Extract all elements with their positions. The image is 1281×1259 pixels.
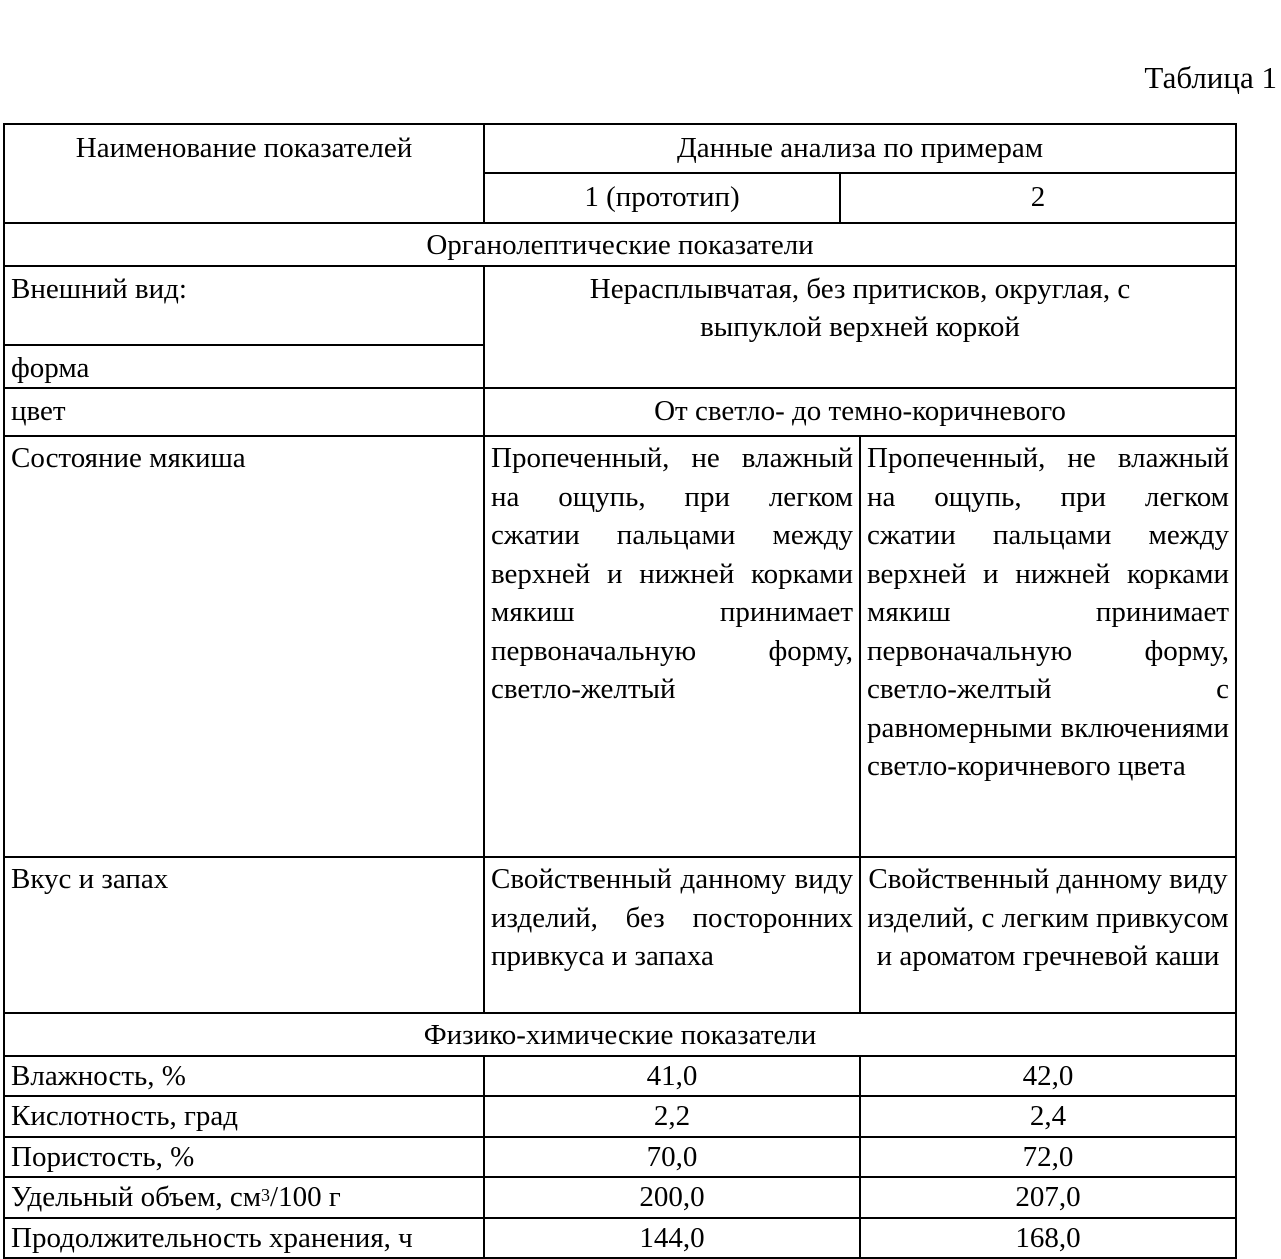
crumb-label: Состояние мякиша xyxy=(4,436,484,857)
header-name-column: Наименование показателей xyxy=(4,124,484,223)
color-label: цвет xyxy=(4,388,484,436)
row-example-2: 2,4 xyxy=(860,1096,1236,1137)
header-data-column: Данные анализа по примерам xyxy=(484,124,1236,173)
table-row xyxy=(4,1177,1236,1218)
row-example-1: 41,0 xyxy=(484,1056,860,1097)
crumb-example-2: Пропеченный, не влажный на ощупь, при легком сжатии пальцами между верхней и нижней корками мякиш принимает первоначальную форму, светло-желтый с равномерными включениями светло-коричневого цвета xyxy=(860,436,1236,857)
table-row xyxy=(4,1096,1236,1137)
row-example-2: 72,0 xyxy=(860,1137,1236,1178)
table-caption: Таблица 1 xyxy=(1144,60,1277,95)
taste-example-1: Свойственный данному виду изделий, без посторонних привкуса и запаха xyxy=(484,857,860,1013)
data-table xyxy=(3,123,1237,1259)
shape-value: Нерасплывчатая, без притисков, округлая, с выпуклой верхней коркой xyxy=(484,266,1236,389)
appearance-label: Внешний вид: xyxy=(4,266,484,345)
row-label: Продолжительность хранения, ч xyxy=(4,1218,484,1259)
table-row xyxy=(4,1056,1236,1097)
row-label-text: Удельный объем, см xyxy=(11,1181,262,1213)
row-example-2: 207,0 xyxy=(860,1177,1236,1218)
crumb-example-1: Пропеченный, не влажный на ощупь, при легком сжатии пальцами между верхней и нижней корками мякиш принимает первоначальную форму, светло-желтый xyxy=(484,436,860,857)
taste-example-2: Свойственный данному виду изделий, с легким привкусом и ароматом гречневой каши xyxy=(860,857,1236,1013)
table-row xyxy=(4,1137,1236,1178)
taste-label: Вкус и запах xyxy=(4,857,484,1013)
section-organoleptic: Органолептические показатели xyxy=(4,223,1236,266)
row-label-unit: /100 г xyxy=(270,1181,341,1213)
table-row xyxy=(4,1218,1236,1259)
row-label xyxy=(4,1177,484,1218)
row-label-superscript: 3 xyxy=(261,1185,271,1205)
row-example-1: 2,2 xyxy=(484,1096,860,1137)
row-label: Пористость, % xyxy=(4,1137,484,1178)
section-physchem: Физико-химические показатели xyxy=(4,1013,1236,1056)
color-value: От светло- до темно-коричневого xyxy=(484,388,1236,436)
shape-label: форма xyxy=(4,345,484,389)
row-example-1: 70,0 xyxy=(484,1137,860,1178)
header-example-1: 1 (прототип) xyxy=(484,173,840,223)
header-example-2: 2 xyxy=(840,173,1236,223)
row-label: Влажность, % xyxy=(4,1056,484,1097)
row-example-1: 144,0 xyxy=(484,1218,860,1259)
row-example-2: 168,0 xyxy=(860,1218,1236,1259)
row-label: Кислотность, град xyxy=(4,1096,484,1137)
row-example-2: 42,0 xyxy=(860,1056,1236,1097)
row-example-1: 200,0 xyxy=(484,1177,860,1218)
